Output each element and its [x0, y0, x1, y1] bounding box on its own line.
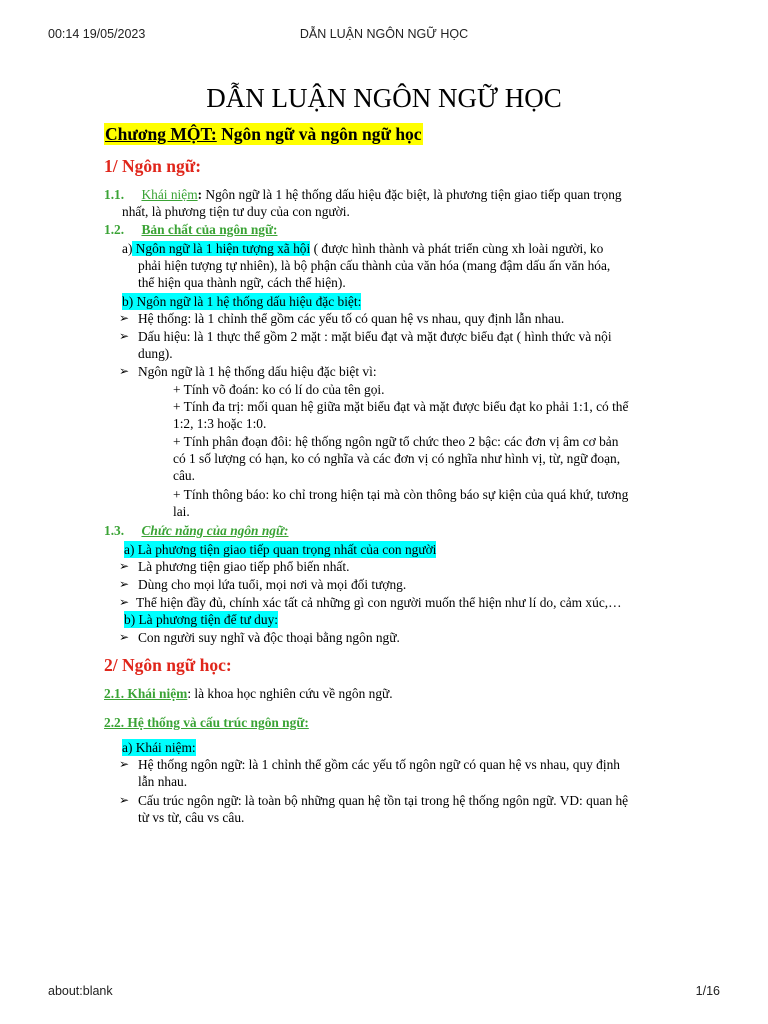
bullet-cau-truc-line2: từ vs từ, câu vs câu.	[138, 810, 245, 825]
item-2-1-label: 2.1. Khái niệm	[104, 686, 188, 701]
arrowhead-bullet-icon: ➢	[119, 364, 130, 378]
print-datetime: 00:14 19/05/2023	[48, 27, 146, 41]
item-2-1-line	[104, 685, 393, 702]
arrowhead-bullet-icon: ➢	[119, 793, 130, 807]
item-2-2-a-heading: a) Khái niệm:	[122, 740, 196, 755]
arrowhead-bullet-icon: ➢	[119, 595, 130, 609]
bullet-cau-truc-line1: Cấu trúc ngôn ngữ: là toàn bộ những quan hệ tồn tại trong hệ thống ngôn ngữ. VD: quan hệ	[138, 793, 629, 808]
item-1-3-label: Chức năng của ngôn ngữ:	[141, 523, 289, 538]
item-1-2-number: 1.2.	[104, 222, 125, 237]
bullet-dau-hieu-line2: dung).	[138, 346, 173, 361]
item-1-2-a-highlight: Ngôn ngữ là 1 hiện tượng xã hội	[132, 241, 311, 256]
print-footer	[0, 983, 768, 999]
arrowhead-bullet-icon: ➢	[119, 311, 130, 325]
plus-phan-doan-line3: câu.	[173, 468, 195, 483]
bullet-he-thong-nn-line1: Hệ thống ngôn ngữ: là 1 chỉnh thể gồm các yếu tố ngôn ngữ có quan hệ vs nhau, quy định	[138, 757, 620, 772]
print-header	[0, 26, 768, 42]
item-1-2-a-text: ( được hình thành và phát triển cùng xh loài người, ko	[310, 241, 604, 256]
bullet-suy-nghi: Con người suy nghĩ và độc thoại bằng ngôn ngữ.	[138, 630, 400, 645]
item-1-1-line1	[104, 186, 622, 203]
item-1-2-a-line1	[122, 240, 603, 257]
item-1-1-text: Ngôn ngữ là 1 hệ thống dấu hiệu đặc biệt, là phương tiện giao tiếp quan trọng	[202, 187, 622, 202]
item-1-1-line2: nhất, là phương tiện tư duy của con người.	[122, 204, 350, 219]
bullet-pho-bien: Là phương tiện giao tiếp phổ biến nhất.	[138, 559, 350, 574]
plus-da-tri-line2: 1:2, 1:3 hoặc 1:0.	[173, 416, 267, 431]
item-1-2-b-heading: b) Ngôn ngữ là 1 hệ thống dấu hiệu đặc biệt:	[122, 294, 362, 309]
chapter-heading	[104, 123, 423, 145]
section-1-heading: 1/ Ngôn ngữ:	[104, 156, 202, 176]
item-1-1-colon: :	[197, 187, 203, 202]
arrowhead-bullet-icon: ➢	[119, 559, 130, 573]
item-2-1-text: : là khoa học nghiên cứu về ngôn ngữ.	[187, 686, 393, 701]
item-1-3-number: 1.3.	[104, 523, 125, 538]
print-url: about:blank	[48, 984, 113, 998]
arrowhead-bullet-icon: ➢	[119, 630, 130, 644]
chapter-rest: Ngôn ngữ và ngôn ngữ học	[216, 124, 422, 144]
plus-thong-bao-line1: + Tính thông báo: ko chỉ trong hiện tại mà còn thông báo sự kiện của quá khứ, tương	[173, 487, 629, 502]
item-1-2-label: Bản chất của ngôn ngữ:	[141, 222, 278, 237]
bullet-ngon-ngu-vi: Ngôn ngữ là 1 hệ thống dấu hiệu đặc biệt vì:	[138, 364, 377, 379]
document-title: DẪN LUẬN NGÔN NGỮ HỌC	[206, 83, 562, 113]
plus-vo-doan: + Tính võ đoán: ko có lí do của tên gọi.	[173, 382, 385, 397]
print-title: DẪN LUẬN NGÔN NGỮ HỌC	[299, 27, 469, 41]
item-1-2-heading	[104, 221, 277, 238]
bullet-moi-lua-tuoi: Dùng cho mọi lứa tuổi, mọi nơi và mọi đối tượng.	[138, 577, 407, 592]
item-2-2-heading: 2.2. Hệ thống và cấu trúc ngôn ngữ:	[104, 715, 309, 730]
item-1-1-number: 1.1.	[104, 187, 125, 202]
item-1-2-a-line3: thể hiện qua thành ngữ, cách thể hiện).	[138, 275, 346, 290]
item-1-2-a-marker: a)	[122, 241, 133, 256]
section-2-heading: 2/ Ngôn ngữ học:	[104, 655, 232, 675]
arrowhead-bullet-icon: ➢	[119, 329, 130, 343]
bullet-dau-hieu-line1: Dấu hiệu: là 1 thực thể gồm 2 mặt : mặt biểu đạt và mặt được biểu đạt ( hình thức và nội	[138, 329, 612, 344]
plus-phan-doan-line1: + Tính phân đoạn đôi: hệ thống ngôn ngữ tổ chức theo 2 bậc: các đơn vị âm cơ bản	[173, 434, 619, 449]
item-1-3-a-heading: a) Là phương tiện giao tiếp quan trọng nhất của con người	[124, 542, 437, 557]
plus-da-tri-line1: + Tính đa trị: mối quan hệ giữa mặt biểu đạt và mặt được biểu đạt ko phải 1:1, có thể	[173, 399, 629, 414]
item-1-3-heading	[104, 522, 288, 539]
item-1-3-b-heading: b) Là phương tiện để tư duy:	[124, 612, 278, 627]
bullet-he-thong-nn-line2: lẫn nhau.	[138, 774, 188, 789]
print-page-number: 1/16	[695, 984, 720, 998]
plus-phan-doan-line2: có 1 số lượng có hạn, ko có nghĩa và các đơn vị có nghĩa như hình vị, từ, ngữ đoạn,	[173, 451, 621, 466]
plus-thong-bao-line2: lai.	[173, 504, 190, 519]
item-1-2-a-line2: phải hiện tượng tự nhiên), là bộ phận cấu thành của văn hóa (mang đậm dấu ấn văn hóa,	[138, 258, 611, 273]
chapter-prefix: Chương MỘT:	[105, 124, 217, 144]
arrowhead-bullet-icon: ➢	[119, 757, 130, 771]
bullet-day-du: Thể hiện đầy đủ, chính xác tất cả những gì con người muốn thể hiện như lí do, cảm xúc,…	[136, 595, 622, 610]
item-1-1-label: Khái niệm	[141, 187, 198, 202]
arrowhead-bullet-icon: ➢	[119, 577, 130, 591]
bullet-he-thong: Hệ thống: là 1 chỉnh thể gồm các yếu tố có quan hệ vs nhau, quy định lẫn nhau.	[138, 311, 565, 326]
